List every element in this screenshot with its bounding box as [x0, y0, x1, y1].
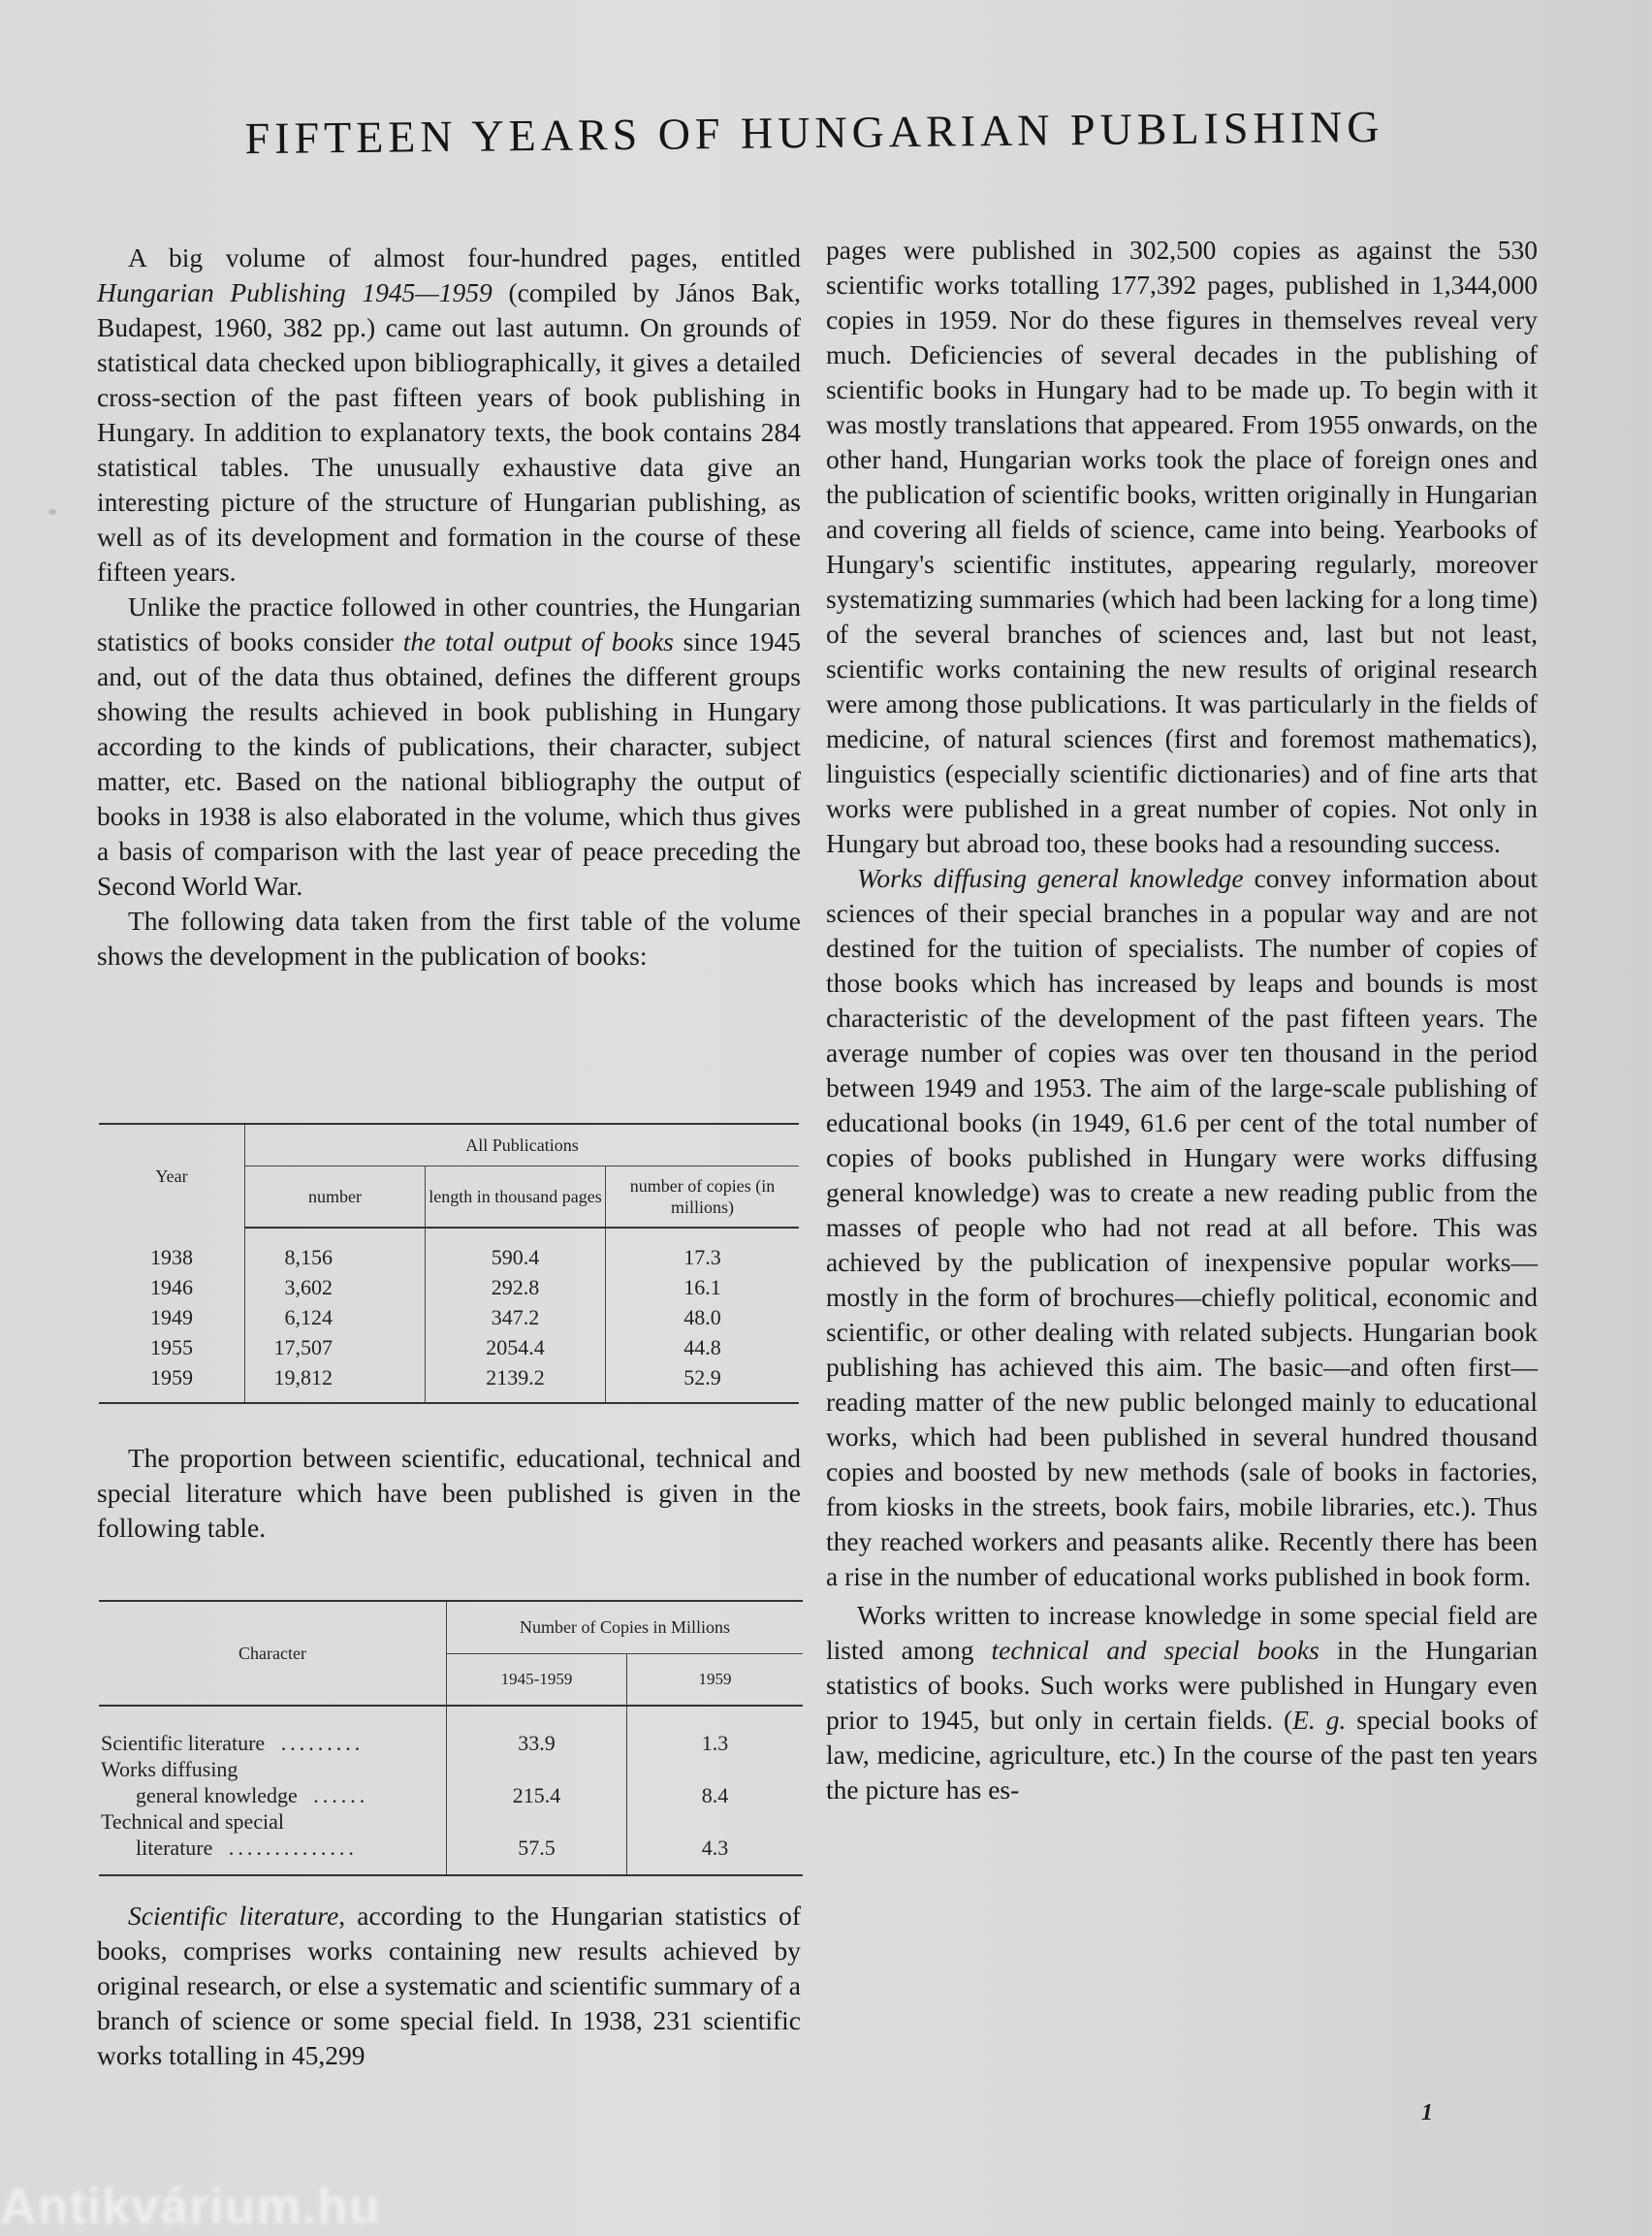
character-label	[99, 1706, 447, 1756]
period-header: 1945-1959	[447, 1653, 627, 1706]
leader-dots: ..............	[228, 1836, 358, 1860]
table-row	[99, 1332, 799, 1362]
year-cell: 1938	[99, 1228, 245, 1272]
character-header: Character	[99, 1601, 447, 1706]
paragraph-scientific-literature	[97, 1899, 801, 2073]
value-1945-1959: 57.5	[447, 1808, 627, 1875]
text: Works written to increase knowledge in some special field are listed among	[826, 1600, 1538, 1665]
label-text-continued: literature	[136, 1836, 213, 1860]
number-cell: 17,507	[273, 1335, 333, 1359]
table-row	[99, 1706, 803, 1756]
text: convey information about sciences of their special branches in a popular way and are not destined for the tuition of specialists. The number of copies of those books which has increased by leaps and bounds is most characteristic of the development of the past fifteen years. The average number of copies was over ten thousand in the period between 1949 and 1953. The aim of the large-scale publishing of educational books (in 1949, 61.6 per cent of the total number of copies of books published in Hungary were works diffusing general knowledge) was to create a new reading public from the masses of people who had not read at all before. This was achieved by the publication of inexpensive popular works—mostly in the form of brochures—chiefly political, economic and scientific, or other dealing with related subjects. Hungarian book publishing has achieved this aim. The basic—and often first—reading matter of the new public belonged mainly to educational works, which had been published in several hundred thousand copies and boosted by new methods (sale of books in factories, from kiosks in the streets, book fairs, mobile libraries, etc.). Thus they reached workers and peasants alike. Recently there has been a rise in the number of educational works published in book form.	[826, 863, 1538, 1591]
text: special books of law, medicine, agriculture, etc.) In the course of the past ten years the picture has es-	[826, 1705, 1538, 1805]
copies-cell: 44.8	[606, 1332, 800, 1362]
value-1959: 8.4	[627, 1756, 804, 1808]
text: in the Hungarian statistics of books. Such works were published in Hungary even prior to 1945, but only in certain fields. (	[826, 1635, 1538, 1735]
paragraph-general-knowledge	[826, 861, 1538, 1594]
pages-cell: 347.2	[426, 1302, 606, 1332]
text: , according to the Hungarian statistics of books, comprises works containing new results achieved by original research, or else a systematic and scientific summary of a branch of science or some special field. In 1938, 231 scientific works totalling in 45,299	[97, 1901, 801, 2070]
paragraph-scientific-continued: pages were published in 302,500 copies as against the 530 scientific works totalling 177,392 pages, published in 1,344,000 copies in 1959. Nor do these figures in themselves reveal very much. Deficiencies of several decades in the publishing of scientific books in Hungary had to be made up. To begin with it was mostly translations that appeared. From 1955 onwards, on the other hand, Hungarian works took the place of foreign ones and the publication of scientific books, written originally in Hungarian and covering all fields of science, came into being. Yearbooks of Hungary's scientific institutes, appearing regularly, moreover systematizing summaries (which had been lacking for a long time) of the several branches of sciences and, last but not least, scientific works containing the new results of original research were among those publications. It was particularly in the fields of medicine, of natural sciences (first and foremost mathematics), linguistics (especially scientific dictionaries) and of fine arts that works were published in a great number of copies. Not only in Hungary but abroad too, these books had a resounding success.	[826, 235, 1538, 858]
all-publications-header: All Publications	[245, 1124, 800, 1166]
number-cell: 6,124	[284, 1305, 333, 1329]
left-column-top	[97, 240, 801, 974]
number-header: number	[245, 1166, 426, 1229]
year-1959-header: 1959	[627, 1653, 804, 1706]
value-1945-1959: 215.4	[512, 1783, 561, 1807]
term-italic: Scientific literature	[128, 1901, 339, 1931]
paragraph-table-intro: The following data taken from the first table of the volume shows the development in the publication of books:	[97, 906, 801, 971]
table-row	[99, 1808, 803, 1875]
publications-table	[99, 1123, 799, 1404]
table-row	[99, 1756, 803, 1808]
year-cell: 1955	[99, 1332, 245, 1362]
watermark: Antikvárium.hu	[0, 2179, 381, 2235]
paragraph-technical-special	[826, 1598, 1538, 1807]
pages-cell: 590.4	[426, 1228, 606, 1272]
character-label	[99, 1808, 447, 1875]
year-cell: 1949	[99, 1302, 245, 1332]
value-1959: 1.3	[627, 1706, 804, 1756]
paper-speck	[48, 509, 56, 515]
text: A big volume of almost four-hundred pages, entitled	[128, 242, 801, 272]
number-cell: 8,156	[284, 1245, 333, 1269]
number-cell: 19,812	[245, 1362, 426, 1403]
pages-cell: 292.8	[426, 1272, 606, 1302]
copies-cell: 52.9	[606, 1362, 800, 1403]
character-table	[99, 1600, 803, 1876]
text: since 1945 and, out of the data thus obtained, defines the different groups showing the results achieved in book publishing in Hungary according to the kinds of publications, their character, subject matter, etc. Based on the national bibliography the output of books in 1938 is also elaborated in the volume, which thus gives a basis of comparison with the last year of peace preceding the Second World War.	[97, 626, 801, 901]
copies-cell: 16.1	[606, 1272, 800, 1302]
table-row	[99, 1272, 799, 1302]
length-header: length in thousand pages	[426, 1166, 606, 1229]
right-column	[826, 233, 1538, 1807]
label-text: Scientific literature	[101, 1731, 266, 1755]
copies-header: number of copies (in millions)	[606, 1166, 800, 1229]
year-cell: 1959	[99, 1362, 245, 1403]
copies-cell: 48.0	[606, 1302, 800, 1332]
left-column-bottom	[97, 1899, 801, 2073]
pages-cell: 2054.4	[426, 1332, 606, 1362]
paragraph-practice	[97, 590, 801, 904]
table-row	[99, 1362, 799, 1403]
leader-dots: .........	[280, 1731, 365, 1755]
left-column-middle	[97, 1441, 801, 1546]
book-title-italic: Hungarian Publishing 1945—1959	[97, 277, 492, 307]
table-row	[99, 1228, 799, 1272]
text: Unlike the practice followed in other countries, the Hungarian statistics of books consider	[97, 591, 801, 656]
abbrev-italic: E. g.	[1292, 1705, 1347, 1735]
label-text: Works diffusing	[101, 1757, 238, 1781]
label-text: Technical and special	[101, 1809, 285, 1834]
paragraph-proportion: The proportion between scientific, educational, technical and special literature which have been published is given in the following table.	[97, 1443, 801, 1543]
term-italic: technical and special books	[991, 1635, 1319, 1665]
year-cell: 1946	[99, 1272, 245, 1302]
leader-dots: ......	[313, 1783, 369, 1807]
table-row	[99, 1302, 799, 1332]
character-label	[99, 1756, 447, 1808]
paragraph-intro	[97, 240, 801, 590]
page-title: FIFTEEN YEARS OF HUNGARIAN PUBLISHING	[244, 101, 1384, 164]
label-text-continued: general knowledge	[136, 1783, 298, 1807]
text: (compiled by János Bak, Budapest, 1960, 382 pp.) came out last autumn. On grounds of statistical data checked upon bibliographically, it gives a detailed cross-section of the past fifteen years of book publishing in Hungary. In addition to explanatory texts, the book contains 284 statistical tables. The unusually exhaustive data give an interesting picture of the structure of Hungarian publishing, as well as of its development and formation in the course of these fifteen years.	[97, 277, 801, 587]
copies-millions-header: Number of Copies in Millions	[447, 1601, 804, 1653]
value-1945-1959: 33.9	[518, 1731, 556, 1755]
copies-cell: 17.3	[606, 1228, 800, 1272]
emphasis-italic: the total output of books	[402, 626, 674, 656]
term-italic: Works diffusing general knowledge	[857, 863, 1244, 893]
pages-cell: 2139.2	[426, 1362, 606, 1403]
value-1959: 4.3	[627, 1808, 804, 1875]
number-cell: 3,602	[284, 1275, 333, 1299]
year-header: Year	[99, 1124, 245, 1228]
page-number: 1	[1421, 2100, 1433, 2125]
